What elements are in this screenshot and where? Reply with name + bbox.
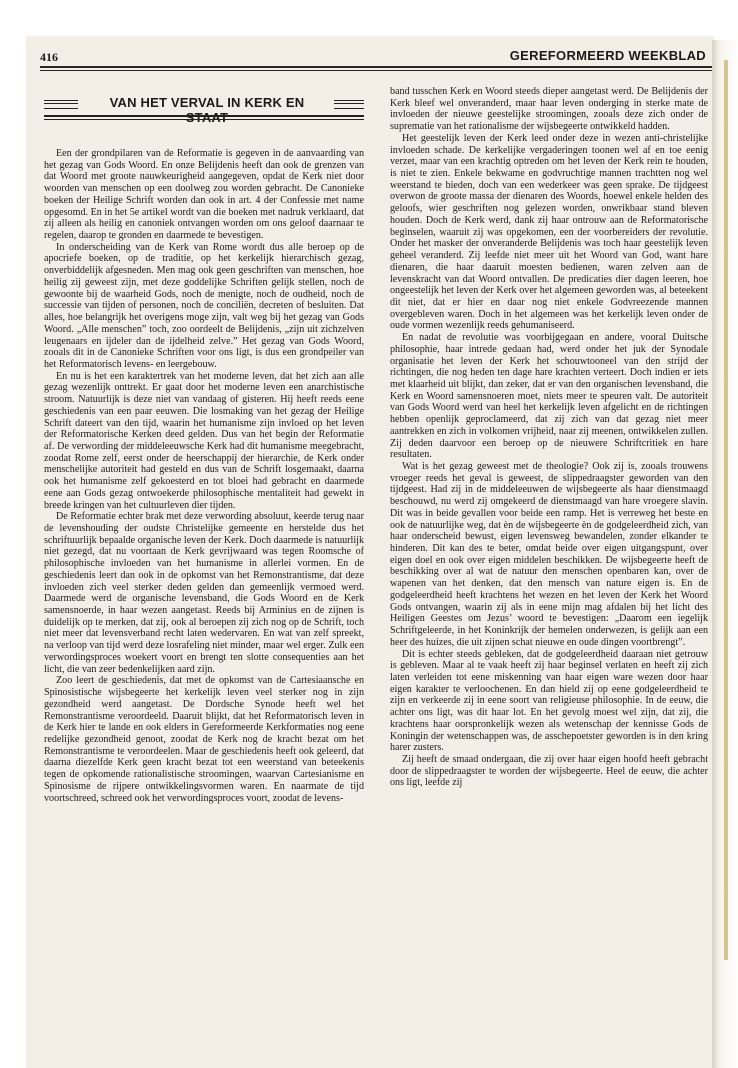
article-title: VAN HET VERVAL IN KERK EN STAAT <box>109 95 305 125</box>
header-rule-thin <box>40 70 712 71</box>
paragraph: En nu is het een karaktertrek van het moderne leven, dat het zich aan alle gezag wezenlijk onttrekt. Er gaat door het moderne leven een anarchistische stroom. Natuurlijk is deze niet van vandaag of gisteren. Hij heeft reeds eene geschiedenis van een paar eeuwen. Die losmaking van het gezag der Heilige Schrift dateert van den tijd, waarin het humanisme zijn invloed op het leven der Reformatorische Kerken deed gelden. Dus van het begin der Reformatie af. De verwording der middeleeuwsche Kerk had dit humanisme meegebracht, zoodat Rome zelf, eerst onder de heerschappij der hierarchie, de Kerk onder menschelijke autoriteit had gesteld en dus van de Schrift losgemaakt, daarna ook het humanisme zelf gekoesterd en tot bloei had gebracht en daarmede eene aan Gods gezag ontwoekerde philosophische mentaliteit had gewekt in breede kringen van het cultuurleven dier tijden. <box>44 370 364 511</box>
title-underline <box>44 115 364 117</box>
title-underline-thin <box>44 119 364 120</box>
paragraph: Een der grondpilaren van de Reformatie is gegeven in de aanvaarding van het gezag van Gods Woord. En onze Belijdenis heeft dan ook de grenzen van dat Woord met groote nauwkeurigheid aangegeven, opdat de Kerk niet door woorden van menschen op een doolweg zou worden gebracht. De Canonieke boeken der Heilige Schrift worden dan ook in art. 4 der Confessie met name opgesomd. En in het 5e artikel wordt van die boeken met nadruk verklaard, dat zij alleen als heilig en canoniek ontvangen worden om ons geloof daarnaar te regelen, daarop te gronden en daarmede te bevestigen. <box>44 148 364 242</box>
article-title-block <box>44 89 364 129</box>
title-ornament-right <box>334 100 364 109</box>
paragraph: De Reformatie echter brak met deze verwording absoluut, keerde terug naar de levenshouding der oudste Christelijke gemeente en herstelde dus het schriftuurlijk bepaalde organische leven der Kerk. Doch daarmede is natuurlijk niet gezegd, dat nu voortaan de Kerk gevrijwaard was tegen Roomsche of philosophische invloeden van het humanisme in allerlei vormen. En de geschiedenis leert dan ook in de opkomst van het Remonstrantisme, dat deze invloeden zich veel sterker deden gelden dan gemeenlijk vermoed werd. Daarmede werd de organische levensband, die Gods Woord en de Kerk samensnoerde, in haar wezen aangetast. Reeds bij Arminius en de zijnen is duidelijk op te merken, dat zij, ook al beroepen zij zich nog op de Schrift, toch niet meer dat levensverband recht laten wedervaren. En wat van zelf spreekt, na verloop van tijd werd deze losrafeling niet minder, maar wel erger. Zulk een verwordingsproces woekert voort en brengt ten slotte consequenties aan het licht, die van zeer bedenkelijken aard zijn. <box>44 511 364 675</box>
paragraph: Zij heeft de smaad ondergaan, die zij over haar eigen hoofd heeft gebracht door de slippedraagster te worden der wijsbegeerte. Heel de eeuw, die achter ons ligt, leefde zij <box>390 753 708 789</box>
page-number: 416 <box>40 50 58 64</box>
paragraph: Wat is het gezag geweest met de theologie? Ook zij is, zooals trouwens vroeger reeds het geval is geweest, de slippedraagster geworden van den tijdgeest. Had zij in de middeleeuwen de wijsbegeerte als haar dienstmaagd beschouwd, nu werd zij omgekeerd de dienstmaagd van hare vroegere slavin. Dit was in beide gevallen voor beide een ramp. Het is verreweg het beste en ook de natuurlijke weg, dat èn de wijsbegeerte èn de godgeleerdheid zich, van haar onderscheid bewust, eigen levensweg bewandelen, zonder elkander te hinderen. Dit kan des te beter, omdat beide over eigen uitgangspunt, over eigen doel en ook over eigen middelen beschikken. De wijsbegeerte heeft de beschikking over al wat de natuur den menschen openbaren kan, over de wapenen van het denken, dat den mensch van nature eigen is. En de godgeleerdheid heeft krachtens het wezen en het leven der Kerk het Woord Gods ontvangen, waarin zij als in eene mijn mag afdalen bij het licht des Heiligen Geestes om Jezus’ woord te bevestigen: „Daarom een iegelijk Schriftgeleerde, in het Koninkrijk der hemelen onderwezen, is gelijk aan een heer des huizes, die uit zijnen schat nieuwe en oude dingen voortbrengt”. <box>390 461 708 648</box>
paragraph: Zoo leert de geschiedenis, dat met de opkomst van de Cartesiaansche en Spinosistische wijsbegeerte het kerkelijk leven veel sterker nog in zijn gezondheid werd aangetast. De Dordsche Synode heeft wel het Remonstrantisme veroordeeld. Daaruit blijkt, dat het Reformatorisch leven in de Kerk hier te lande en ook elders in Gereformeerde Kerkformaties nog eene redelijke gezondheid genoot, zoodat de Kerk nog de kracht bezat om het Remonstrantisme te veroordeelen. Maar de geschiedenis heeft ook geleerd, dat daarna diezelfde Kerk geen kracht bezat tot een weerstand van beteekenis tegen de opkomende rationalistische stroomingen, waarvan Cartesianisme en Spinosisme de rijpere ontwikkelingsvormen waren. En naarmate de tijd voortschreed, schreed ook het verwordingsproces voort, zoodat de levens- <box>44 675 364 804</box>
paragraph: En nadat de revolutie was voorbijgegaan en andere, vooral Duitsche philosophie, haar intrede gedaan had, werd onder het juk der Synodale organisatie het leven der Kerk het schouwtooneel van den strijd der richtingen, die nog heden ten dage hare krachten verteert. Doch indien er iets met klaarheid uit blijkt, dan zeker, dat er van den organischen levensband, die Kerk en Woord samensnoeren moet, niets meer te speuren valt. De autoriteit van Gods Woord werd van heel het kerkelijk leven afgelicht en de richtingen hebben openlijk geproclameerd, dat zij zich van dat gezag niet meer aantrekken en zich in volkomen vrijheid, naar zij meenen, ontwikkelen zullen. Zij deden daarvoor een beroep op de nieuwere Schriftcritiek en hare resultaten. <box>390 332 708 461</box>
left-column <box>44 148 364 804</box>
paragraph: band tusschen Kerk en Woord steeds dieper aangetast werd. De Belijdenis der Kerk bleef wel onveranderd, maar haar leven onderging in sterke mate de invloeden der nieuwe geestelijke stroomingen, zooals deze zich onder de suprematie van het rationalisme der wijsbegeerte ontwikkeld hadden. <box>390 86 708 133</box>
binding-strip <box>724 60 728 960</box>
header-rule <box>40 66 712 68</box>
title-ornament-left <box>44 100 78 109</box>
paragraph: Dit is echter steeds gebleken, dat de godgeleerdheid daaraan niet getrouw is gebleven. Maar al te vaak heeft zij haar beginsel verlaten en heeft zij zich laten verleiden tot eene miskenning van haar eigen ware wezen door haar eigen karakter te verloochenen. En dan hield zij op eene godgeleerdheid te zijn en verkeerde zij in eene soort van religieuse philosophie. In de eeuw, die achter ons ligt, was dit haar lot. En het gevolg moest wel zijn, dat zij, die krachtens haar oorspronkelijk wezen als wetenschap der kennisse Gods de Koningin der wetenschappen was, de asschepoetster geworden is in den kring harer zusters. <box>390 648 708 754</box>
running-title: GEREFORMEERD WEEKBLAD <box>509 48 706 63</box>
paragraph: In onderscheiding van de Kerk van Rome wordt dus alle beroep op de apocriefe boeken, op de traditie, op het kerkelijk hierarchisch gezag, onverbiddelijk afgesneden. Men mag ook geen geschriften van menschen, hoe heilig zij geweest zijn, met deze goddelijke Schriften gelijk stellen, noch de gewoonte bij de waarheid Gods, noch de menigte, noch de oudheid, noch de successie van tijden of personen, noch de conciliën, decreten of besluiten. Dat alles, hoe belangrijk het overigens moge zijn, valt weg bij het gezag van Gods Woord. „Alle menschen” toch, zoo oordeelt de Belijdenis, „zijn uit zichzelven leugenaars en ijdeler dan de ijdelheid zelve.” Het gezag van Gods Woord, zooals dit in de Canonieke Schriften voor ons ligt, is dus een grondpeiler van het Reformatorisch levens- en leergebouw. <box>44 241 364 370</box>
paragraph: Het geestelijk leven der Kerk leed onder deze in wezen anti-christelijke invloeden schade. De kerkelijke vergaderingen toonen wel af en toe eenig verzet, maar van een krachtig optreden om het leven der Kerk rein te houden, is niet te zien. Enkele bekwame en godvruchtige mannen trachtten nog wel weerstand te bieden, doch van een wederkeer was geen sprake. De tijdgeest overwon de groote massa der dienaren des Woords, hoewel enkele helden des geloofs, wier geschriften nog gelezen worden, onwrikbaar stand bleven houden. Doch de Kerk werd, dank zij haar ontrouw aan de Reformatorische beginselen, waaruit zij was opgekomen, een der voorbereiders der revolutie. Onder het masker der onveranderde Belijdenis was toch haar geestelijk leven geheel veranderd. Zij leefde niet meer uit het Woord van God, want hare dienaren, die haar daaruit moesten bedienen, waren zelven aan de levenskracht van dat Woord ontvallen. De predicaties dier dagen leeren, hoe ongeestelijk het leven der Kerk over het algemeen geworden was, al beteekent dit niet, dat er hier en daar nog niet enkele Godvreezende mannen overgebleven waren. Doch in het algemeen was het kerkelijk leven onder de oude vormen wezenlijk reeds gehumaniseerd. <box>390 132 708 332</box>
right-column <box>390 86 708 789</box>
